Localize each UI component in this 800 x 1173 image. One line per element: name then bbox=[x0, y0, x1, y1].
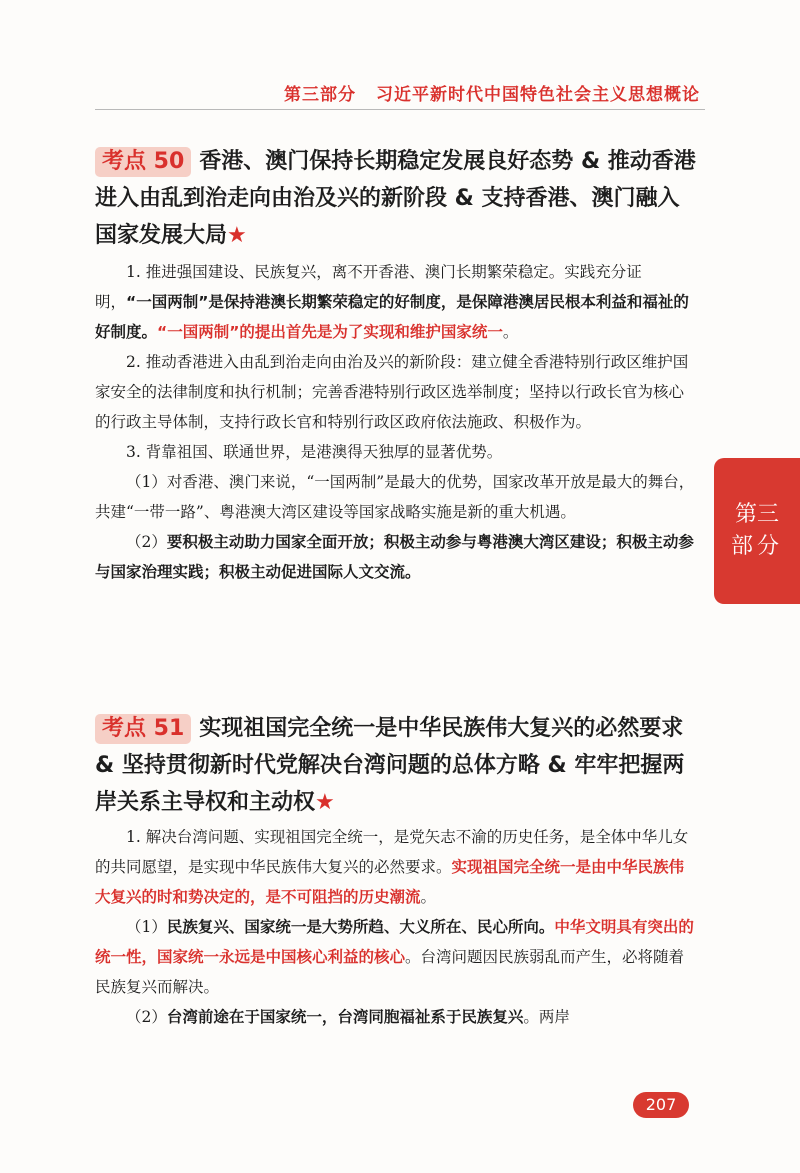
kp51-p1-highlight: 实现祖国完全统一是由中华民族伟大复兴的时和势决定的，是不可阻挡的历史潮流 bbox=[95, 858, 685, 906]
kp50-tag: 考点 50 bbox=[95, 147, 191, 177]
kp51-p1-end: 。 bbox=[420, 888, 437, 906]
kp51-p3-prefix: （2） bbox=[126, 1008, 167, 1026]
kp51-title: 实现祖国完全统一是中华民族伟大复兴的必然要求 & 坚持贯彻新时代党解决台湾问题的总体方略 & 牢牢把握两岸关系主导权和主动权 bbox=[95, 716, 685, 815]
kp51-p1-text: 1. 解决台湾问题、实现祖国完全统一，是党矢志不渝的历史任务，是全体中华儿女的共同愿望，是实现中华民族伟大复兴的必然要求。 bbox=[95, 828, 689, 876]
kp51-p2-highlight: 中华文明具有突出的统一性，国家统一永远是中国核心利益的核心 bbox=[95, 918, 694, 966]
kp50-p5-bold: 要积极主动助力国家全面开放；积极主动参与粤港澳大湾区建设；积极主动参与国家治理实践；积极主动促进国际人文交流。 bbox=[95, 533, 694, 581]
header-title: 习近平新时代中国特色社会主义思想概论 bbox=[376, 85, 700, 105]
kp50-paragraph-3: 3. 背靠祖国、联通世界，是港澳得天独厚的显著优势。 bbox=[126, 443, 503, 461]
kp50-p1-highlight: “一国两制”的提出首先是为了实现和维护国家统一 bbox=[157, 323, 503, 341]
kp51-tag: 考点 51 bbox=[95, 714, 191, 744]
section-side-tab bbox=[714, 458, 800, 604]
kp50-paragraph-5 bbox=[95, 527, 698, 587]
kp51-p2-bold: 民族复兴、国家统一是大势所趋、大义所在、民心所向。 bbox=[166, 918, 555, 936]
side-tab-line2: 部分 bbox=[730, 534, 783, 559]
kp50-title: 香港、澳门保持长期稳定发展良好态势 & 推动香港进入由乱到治走向由治及兴的新阶段 & 支持香港、澳门融入国家发展大局 bbox=[95, 149, 696, 248]
kp50-heading bbox=[95, 143, 700, 254]
kp51-p3-text: 。两岸 bbox=[523, 1008, 570, 1026]
kp51-paragraph-3 bbox=[95, 1002, 698, 1032]
page-number: 207 bbox=[633, 1092, 689, 1118]
kp50-p5-prefix: （2） bbox=[126, 533, 167, 551]
kp50-paragraph-4: （1）对香港、澳门来说，“一国两制”是最大的优势，国家改革开放是最大的舞台，共建“一带一路”、粤港澳大湾区建设等国家战略实施是新的重大机遇。 bbox=[95, 473, 695, 521]
star-icon: ★ bbox=[227, 223, 247, 248]
kp51-body bbox=[95, 822, 698, 1032]
kp50-p1-end: 。 bbox=[502, 323, 519, 341]
kp50-body bbox=[95, 257, 698, 587]
header-divider bbox=[95, 109, 705, 110]
kp51-p3-bold: 台湾前途在于国家统一，台湾同胞福祉系于民族复兴 bbox=[166, 1008, 524, 1026]
side-tab-line1: 第三 bbox=[734, 502, 779, 527]
kp51-paragraph-1 bbox=[95, 822, 698, 912]
kp50-p1-bold: “一国两制”是保持港澳长期繁荣稳定的好制度，是保障港澳居民根本利益和福祉的好制度。 bbox=[95, 293, 689, 341]
kp50-paragraph-2: 2. 推动香港进入由乱到治走向由治及兴的新阶段：建立健全香港特别行政区维护国家安全的法律制度和执行机制；完善香港特别行政区选举制度；坚持以行政长官为核心的行政主导体制，支持行政长官和特别行政区政府依法施政、积极作为。 bbox=[95, 353, 689, 431]
running-header bbox=[240, 80, 700, 105]
kp51-paragraph-2 bbox=[95, 912, 698, 1002]
header-part-label: 第三部分 bbox=[284, 85, 356, 105]
kp50-p1-text: 1. 推进强国建设、民族复兴，离不开香港、澳门长期繁荣稳定。实践充分证明， bbox=[95, 263, 642, 311]
kp50-paragraph-1 bbox=[95, 257, 698, 347]
kp51-heading bbox=[95, 710, 700, 821]
star-icon: ★ bbox=[315, 790, 335, 815]
kp51-p2-text: 。台湾问题因民族弱乱而产生，必将随着民族复兴而解决。 bbox=[95, 948, 685, 996]
kp51-p2-prefix: （1） bbox=[126, 918, 167, 936]
